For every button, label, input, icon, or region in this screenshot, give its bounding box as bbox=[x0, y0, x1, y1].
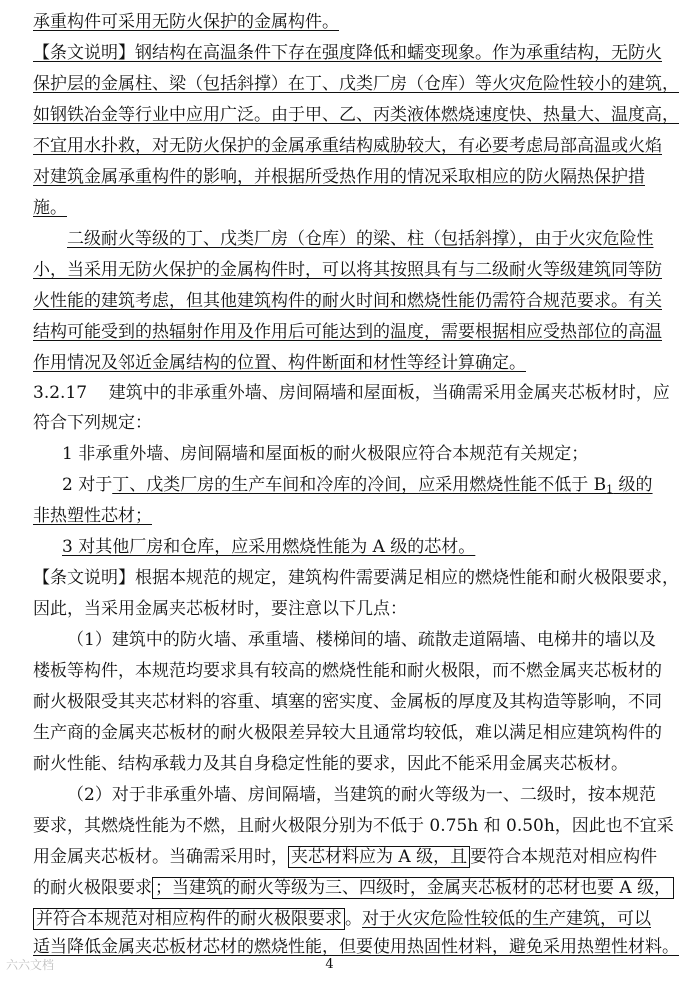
text-span: 根据本规范的规定，建筑构件需要满足相应的燃烧性能和耐火极限要求， bbox=[135, 568, 679, 588]
text-span: 丁、戊类厂房的生产车间和冷库的冷间，应采用燃烧性能不低于 $B_1$ 级的 bbox=[112, 475, 653, 496]
list-item bbox=[62, 473, 653, 501]
clause-note-label: 【条文说明】 bbox=[33, 43, 135, 63]
text-span: 要符合本规范对相应构件 bbox=[470, 847, 658, 867]
text-line: 生产商的金属夹芯板材的耐火极限差异较大且通常均较低，难以满足相应建筑构件的 bbox=[33, 723, 662, 743]
text-line bbox=[33, 566, 679, 594]
text-line: 作用情况及邻近金属结构的位置、构件断面和材性等经计算确定。 bbox=[33, 353, 526, 373]
text-line bbox=[33, 907, 651, 935]
text-line: （1）建筑中的防火墙、承重墙、楼梯间的墙、疏散走道隔墙、电梯井的墙以及 bbox=[67, 630, 656, 650]
list-item: 1 非承重外墙、房间隔墙和屋面板的耐火极限应符合本规范有关规定； bbox=[62, 444, 589, 464]
watermark-logo: 六六文档 bbox=[6, 958, 55, 972]
text-span: 建筑中的非承重外墙、房间隔墙和屋面板，当确需采用金属夹芯板材时，应 bbox=[108, 383, 670, 403]
text-line bbox=[33, 876, 672, 904]
text-line: 要求，其燃烧性能为不燃，且耐火极限分别为不低于 0.75h 和 0.50h，因此也不宜采 bbox=[33, 816, 674, 836]
clause-note-label: 【条文说明】 bbox=[33, 568, 135, 588]
text-span: 2 对于 bbox=[62, 475, 113, 495]
clause-heading bbox=[33, 381, 670, 409]
boxed-text: ；当建筑的耐火等级为三、四级时，金属夹芯板材的芯材也要 A 级， bbox=[152, 877, 674, 899]
text-span: 对于火灾危险性较低的生产建筑，可以 bbox=[362, 909, 651, 929]
text-line: 二级耐火等级的丁、戊类厂房（仓库）的梁、柱（包括斜撑），由于火灾危险性 bbox=[67, 229, 654, 249]
text-line: 适当降低金属夹芯板材芯材的燃烧性能，但要使用热固性材料，避免采用热塑性材料。 bbox=[33, 937, 679, 957]
text-line: 结构可能受到的热辐射作用及作用后可能达到的温度，需要根据相应受热部位的高温 bbox=[33, 322, 662, 342]
text-line: 火性能的建筑考虑，但其他建筑构件的耐火时间和燃烧性能仍需符合规范要求。有关 bbox=[33, 291, 662, 311]
text-line: （2）对于非承重外墙、房间隔墙，当建筑的耐火等级为一、二级时，按本规范 bbox=[67, 785, 656, 805]
text-span: 。 bbox=[345, 909, 362, 929]
text-line: 符合下列规定： bbox=[33, 413, 152, 433]
boxed-text: 并符合本规范对相应构件的耐火极限要求 bbox=[33, 908, 345, 930]
page-number: 4 bbox=[325, 957, 334, 972]
boxed-text: 夹芯材料应为 A 级，且 bbox=[288, 846, 470, 868]
text-line: 非热塑性芯材； bbox=[33, 506, 152, 526]
text-line: 小，当采用无防火保护的金属构件时，可以将其按照具有与二级耐火等级建筑同等防 bbox=[33, 260, 662, 280]
text-line: 施。 bbox=[33, 198, 67, 218]
text-line: 承重构件可采用无防火保护的金属构件。 bbox=[33, 12, 339, 32]
text-line: 如钢铁冶金等行业中应用广泛。由于甲、乙、丙类液体燃烧速度快、热量大、温度高， bbox=[33, 105, 679, 125]
text-line: 耐火性能、结构承载力及其自身稳定性能的要求，因此不能采用金属夹芯板材。 bbox=[33, 754, 628, 774]
list-item: 3 对其他厂房和仓库，应采用燃烧性能为 A 级的芯材。 bbox=[62, 537, 476, 557]
text-span: 用金属夹芯板材。当确需采用时， bbox=[33, 847, 288, 867]
text-line: 耐火极限受其夹芯材料的容重、填塞的密实度、金属板的厚度及其构造等影响，不同 bbox=[33, 692, 662, 712]
text-line: 保护层的金属柱、梁（包括斜撑）在丁、戊类厂房（仓库）等火灾危险性较小的建筑， bbox=[33, 74, 679, 94]
text-line: 楼板等构件，本规范均要求具有较高的燃烧性能和耐火极限，而不燃金属夹芯板材的 bbox=[33, 661, 662, 681]
text-line: 对建筑金属承重构件的影响，并根据所受热作用的情况采取相应的防火隔热保护措 bbox=[33, 167, 645, 187]
text-span: 的耐火极限要求 bbox=[33, 878, 152, 898]
text-line: 不宜用水扑救，对无防火保护的金属承重结构威胁较大，有必要考虑局部高温或火焰 bbox=[33, 136, 662, 156]
subscript: 1 bbox=[606, 483, 614, 496]
text-line bbox=[33, 845, 658, 873]
text-line: 因此，当采用金属夹芯板材时，要注意以下几点： bbox=[33, 599, 407, 619]
text-span: 钢结构在高温条件下存在强度降低和蠕变现象。作为承重结构，无防火 bbox=[135, 43, 662, 63]
text-line bbox=[33, 41, 662, 69]
clause-number: 3.2.17 bbox=[33, 383, 88, 403]
